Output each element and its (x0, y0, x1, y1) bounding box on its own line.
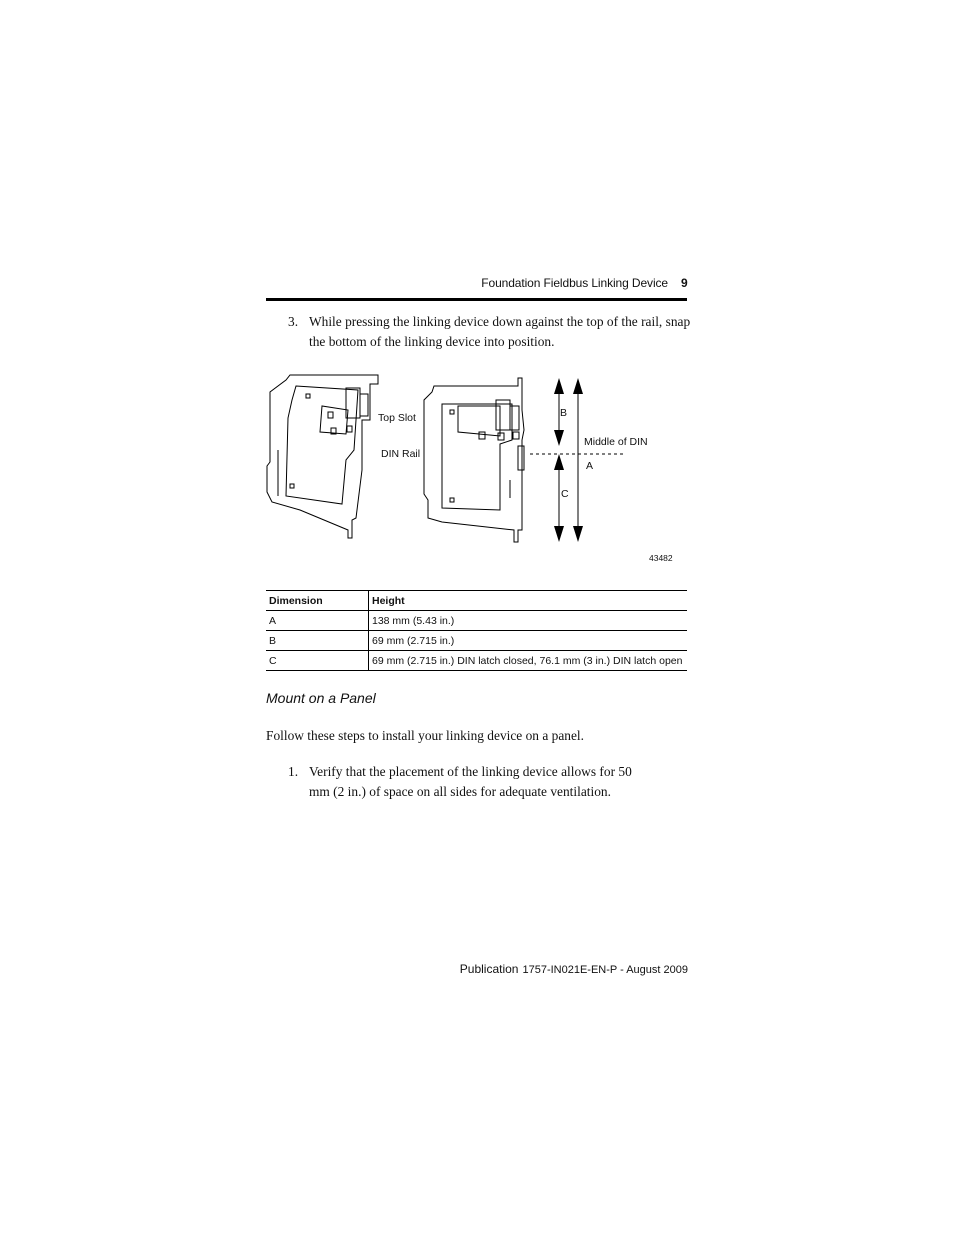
dimension-a-label: A (586, 460, 594, 472)
tilted-linking-device-illustration (267, 375, 378, 538)
publication-footer (460, 962, 688, 976)
publication-label: Publication (459, 962, 519, 976)
table-row (266, 611, 687, 631)
table-cell: B (266, 631, 369, 651)
table-header-cell: Dimension (266, 591, 369, 611)
step-number: 1. (288, 764, 299, 779)
dimension-c-label: C (561, 488, 569, 500)
header-rule (266, 298, 687, 301)
table-row (266, 631, 687, 651)
table-cell: 69 mm (2.715 in.) (369, 631, 688, 651)
din-rail-mounting-figure (262, 370, 692, 570)
table-cell: 138 mm (5.43 in.) (369, 611, 688, 631)
step-text: Verify that the placement of the linking device allows for 50 mm (2 in.) of space on all sides for adequate ventilation. (309, 764, 632, 799)
upright-linking-device-illustration (424, 378, 524, 542)
section-title: Mount on a Panel (266, 690, 376, 706)
table-cell: A (266, 611, 369, 631)
step-text: While pressing the linking device down against the top of the rail, snap the bottom of the linking device into position. (309, 314, 691, 349)
running-header-title: Foundation Fieldbus Linking Device (481, 276, 668, 290)
page-number: 9 (681, 276, 688, 290)
din-rail-label: DIN Rail (381, 448, 421, 460)
middle-of-din-label: Middle of DIN (584, 436, 648, 448)
table-header-cell: Height (369, 591, 688, 611)
figure-number: 43482 (649, 553, 673, 563)
table-row (266, 651, 687, 671)
dimension-b-label: B (560, 407, 568, 419)
dimension-table (266, 590, 687, 671)
top-slot-label: Top Slot (378, 412, 416, 424)
step-number: 3. (288, 314, 299, 329)
publication-id: 1757-IN021E-EN-P - August 2009 (522, 964, 688, 976)
table-cell: 69 mm (2.715 in.) DIN latch closed, 76.1 mm (3 in.) DIN latch open (369, 651, 688, 671)
table-cell: C (266, 651, 369, 671)
section-intro: Follow these steps to install your linking device on a panel. (266, 728, 584, 743)
table-header-row (266, 591, 687, 611)
